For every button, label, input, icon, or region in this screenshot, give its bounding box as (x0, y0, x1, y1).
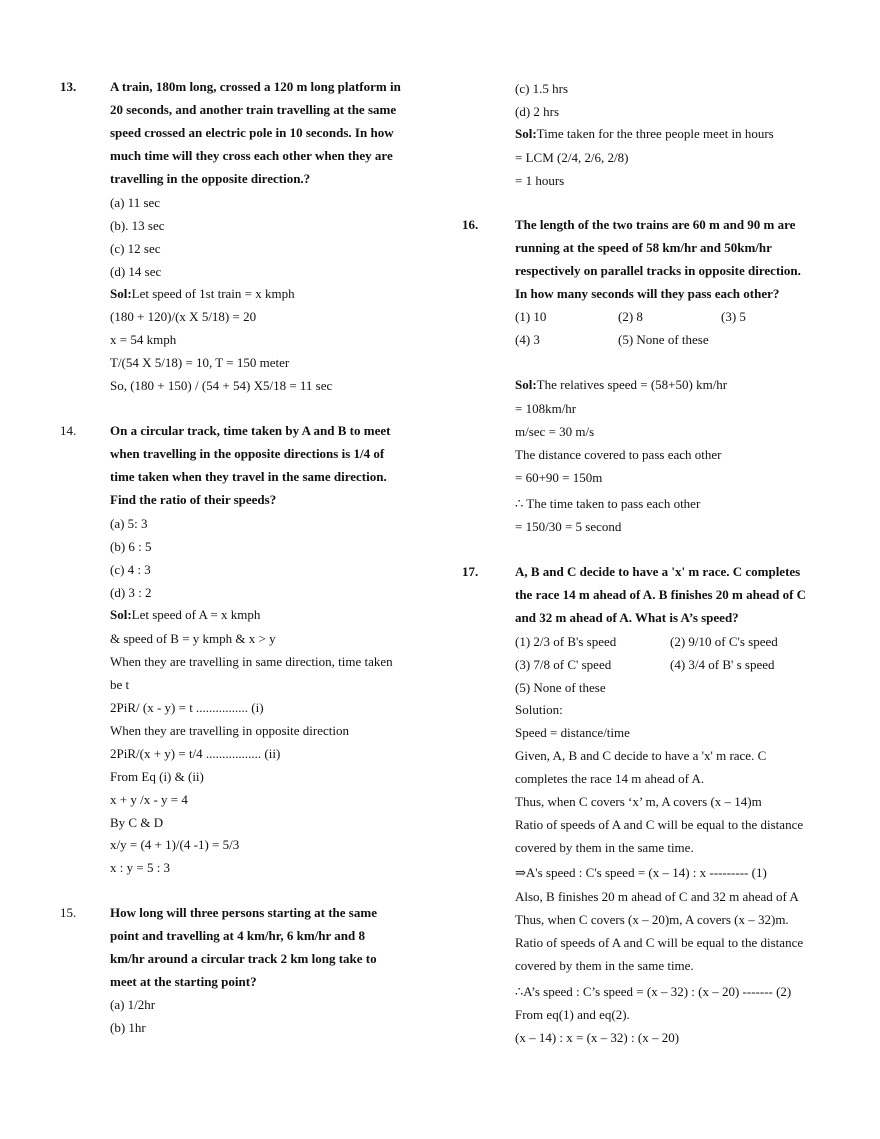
question-15-option: (a) 1/2hr (110, 997, 156, 1012)
question-13-solution-line: (180 + 120)/(x X 5/18) = 20 (110, 309, 257, 324)
question-14-solution-line: 2PiR/ (x - y) = t ................ (i) (110, 700, 264, 715)
question-16-option: (5) None of these (618, 332, 709, 347)
question-17-option: (4) 3/4 of B' s speed (670, 657, 775, 672)
question-15-solution-line: = 1 hours (515, 173, 565, 188)
question-15-solution-line (515, 126, 774, 142)
question-14-number: 14. (60, 423, 77, 438)
question-13-text-line: 20 seconds, and another train travelling at the same (110, 102, 397, 117)
question-13-option: (b). 13 sec (110, 218, 165, 233)
question-17-solution-line: (x – 14) : x = (x – 32) : (x – 20) (515, 1030, 680, 1045)
question-15-text-line: point and travelling at 4 km/hr, 6 km/hr and 8 (110, 928, 365, 943)
question-14-text-line: On a circular track, time taken by A and B to meet (110, 423, 391, 438)
question-14-option: (b) 6 : 5 (110, 539, 152, 554)
question-16-text-line: running at the speed of 58 km/hr and 50km/hr (515, 240, 772, 255)
question-13-solution-line: T/(54 X 5/18) = 10, T = 150 meter (110, 355, 290, 370)
question-17-text-line: A, B and C decide to have a 'x' m race. C completes (515, 564, 801, 579)
question-17-text-line: the race 14 m ahead of A. B finishes 20 m ahead of C (515, 587, 807, 602)
question-17-option: (1) 2/3 of B's speed (515, 634, 617, 649)
question-14-solution-line: 2PiR/(x + y) = t/4 ................. (ii) (110, 746, 281, 761)
question-14-solution-line: When they are travelling in same direction, time taken (110, 654, 393, 669)
question-13-option: (a) 11 sec (110, 195, 161, 210)
question-15-option: (c) 1.5 hrs (515, 81, 569, 96)
question-17-option: (5) None of these (515, 680, 606, 695)
question-14-solution-line: x : y = 5 : 3 (110, 860, 171, 875)
question-13-text-line: travelling in the opposite direction.? (110, 171, 311, 186)
question-14-solution-line (110, 607, 260, 623)
solution-text: Let speed of A = x kmph (131, 607, 261, 622)
question-14-solution-line: When they are travelling in opposite direction (110, 723, 349, 738)
question-17-solution-line: completes the race 14 m ahead of A. (515, 771, 705, 786)
question-15-option: (d) 2 hrs (515, 104, 560, 119)
question-16-text-line: respectively on parallel tracks in opposite direction. (515, 263, 801, 278)
question-14-solution-line: From Eq (i) & (ii) (110, 769, 204, 784)
question-17-solution-line: covered by them in the same time. (515, 840, 694, 855)
question-17-solution-line: Also, B finishes 20 m ahead of C and 32 m ahead of A (515, 889, 799, 904)
question-13-number: 13. (60, 79, 77, 94)
question-17-text-line: and 32 m ahead of A. What is A’s speed? (515, 610, 739, 625)
question-14-text-line: Find the ratio of their speeds? (110, 492, 277, 507)
question-16-option: (2) 8 (618, 309, 643, 324)
question-17-solution-line: Speed = distance/time (515, 725, 630, 740)
question-15-option: (b) 1hr (110, 1020, 146, 1035)
question-17-option: (3) 7/8 of C' speed (515, 657, 612, 672)
question-17-solution-line: Ratio of speeds of A and C will be equal to the distance (515, 935, 804, 950)
question-16-solution-line: The distance covered to pass each other (515, 447, 722, 462)
question-16-solution-line: m/sec = 30 m/s (515, 424, 595, 439)
solution-label: Sol: (515, 377, 537, 392)
question-17-solution-line: From eq(1) and eq(2). (515, 1007, 630, 1022)
question-13-solution-line (110, 286, 295, 302)
question-14-text-line: time taken when they travel in the same direction. (110, 469, 387, 484)
question-14-option: (a) 5: 3 (110, 516, 148, 531)
question-14-option: (d) 3 : 2 (110, 585, 152, 600)
question-16-option: (3) 5 (721, 309, 746, 324)
question-14-text-line: when travelling in the opposite directions is 1/4 of (110, 446, 385, 461)
question-13-option: (c) 12 sec (110, 241, 161, 256)
question-14-solution-line: x/y = (4 + 1)/(4 -1) = 5/3 (110, 837, 240, 852)
solution-text: The relatives speed = (58+50) km/hr (536, 377, 728, 392)
solution-label: Sol: (110, 286, 132, 301)
question-13-text-line: much time will they cross each other when they are (110, 148, 393, 163)
question-14-solution-line: & speed of B = y kmph & x > y (110, 631, 276, 646)
question-16-solution-line: = 150/30 = 5 second (515, 519, 622, 534)
question-17-solution-line: Thus, when C covers (x – 20)m, A covers (x – 32)m. (515, 912, 789, 927)
solution-text: Let speed of 1st train = x kmph (131, 286, 295, 301)
question-13-text-line: speed crossed an electric pole in 10 seconds. In how (110, 125, 394, 140)
question-15-solution-line: = LCM (2/4, 2/6, 2/8) (515, 150, 629, 165)
question-16-option: (4) 3 (515, 332, 540, 347)
question-17-solution-line: Ratio of speeds of A and C will be equal to the distance (515, 817, 804, 832)
question-13-text-line: A train, 180m long, crossed a 120 m long platform in (110, 79, 401, 94)
solution-text: Time taken for the three people meet in hours (536, 126, 774, 141)
question-15-text-line: km/hr around a circular track 2 km long take to (110, 951, 377, 966)
question-14-solution-line: x + y /x - y = 4 (110, 792, 188, 807)
question-14-solution-line: be t (110, 677, 130, 692)
question-17-solution-line: Given, A, B and C decide to have a 'x' m race. C (515, 748, 767, 763)
question-17-solution-line: ⇒A's speed : C's speed = (x – 14) : x --------- (1) (515, 865, 767, 880)
question-16-text-line: In how many seconds will they pass each other? (515, 286, 780, 301)
question-15-text-line: How long will three persons starting at the same (110, 905, 377, 920)
question-16-option: (1) 10 (515, 309, 547, 324)
question-14-solution-line: By C & D (110, 815, 164, 830)
solution-label: Sol: (110, 607, 132, 622)
question-15-number: 15. (60, 905, 77, 920)
question-16-solution-line: ∴ The time taken to pass each other (515, 496, 701, 511)
question-17-solution-line: ∴A’s speed : C’s speed = (x – 32) : (x – 20) ------- (2) (515, 984, 792, 999)
question-17-solution-label: Solution: (515, 702, 563, 717)
question-16-solution-line (515, 377, 727, 393)
question-15-text-line: meet at the starting point? (110, 974, 257, 989)
solution-label: Sol: (515, 126, 537, 141)
question-16-solution-line: = 60+90 = 150m (515, 470, 603, 485)
question-13-option: (d) 14 sec (110, 264, 162, 279)
question-17-solution-line: covered by them in the same time. (515, 958, 694, 973)
question-17-solution-line: Thus, when C covers ‘x’ m, A covers (x – 14)m (515, 794, 762, 809)
question-13-solution-line: So, (180 + 150) / (54 + 54) X5/18 = 11 sec (110, 378, 333, 393)
question-16-text-line: The length of the two trains are 60 m and 90 m are (515, 217, 796, 232)
question-16-solution-line: = 108km/hr (515, 401, 577, 416)
question-17-option: (2) 9/10 of C's speed (670, 634, 778, 649)
question-13-solution-line: x = 54 kmph (110, 332, 177, 347)
question-16-number: 16. (462, 217, 479, 232)
question-17-number: 17. (462, 564, 479, 579)
question-14-option: (c) 4 : 3 (110, 562, 151, 577)
